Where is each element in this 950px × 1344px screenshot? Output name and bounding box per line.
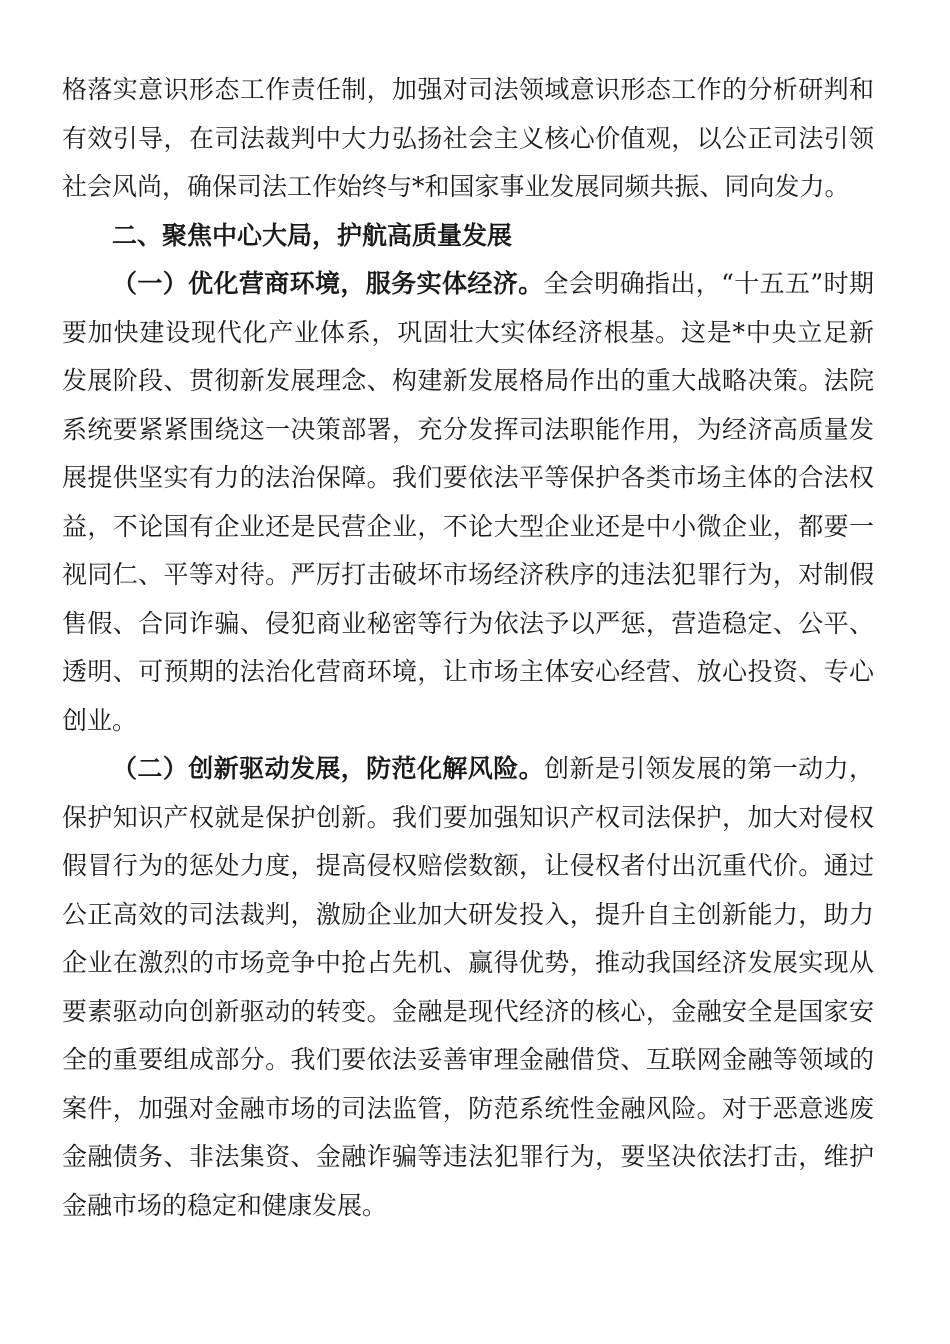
subsection-body-1: 全会明确指出，“十五五”时期要加快建设现代化产业体系，巩固壮大实体经济根基。这是*中央立足新发展阶段、贯彻新发展理念、构建新发展格局作出的重大战略决策。法院系统要紧紧围绕这一决策部署，充分发挥司法职能作用，为经济高质量发展提供坚实有力的法治保障。我们要依法平等保护各类市场主体的合法权益，不论国有企业还是民营企业，不论大型企业还是中小微企业，都要一视同仁、平等对待。严厉打击破坏市场经济秩序的违法犯罪行为，对制假售假、合同诈骗、侵犯商业秘密等行为依法予以严惩，营造稳定、公平、透明、可预期的法治化营商环境，让市场主体安心经营、放心投资、专心创业。 [62, 269, 874, 735]
document-page [62, 66, 874, 1230]
section-heading: 二、聚焦中心大局，护航高质量发展 [112, 220, 513, 250]
subsection-body-2: 创新是引领发展的第一动力，保护知识产权就是保护创新。我们要加强知识产权司法保护，加大对侵权假冒行为的惩处力度，提高侵权赔偿数额，让侵权者付出沉重代价。通过公正高效的司法裁判，激励企业加大研发投入，提升自主创新能力，助力企业在激烈的市场竞争中抢占先机、赢得优势，推动我国经济发展实现从要素驱动向创新驱动的转变。金融是现代经济的核心，金融安全是国家安全的重要组成部分。我们要依法妥善审理金融借贷、互联网金融等领域的案件，加强对金融市场的司法监管，防范系统性金融风险。对于恶意逃废金融债务、非法集资、金融诈骗等违法犯罪行为，要坚决依法打击，维护金融市场的稳定和健康发展。 [62, 754, 874, 1220]
subsection-lead-2: （二）创新驱动发展，防范化解风险。 [112, 754, 545, 783]
continuation-paragraph: 格落实意识形态工作责任制，加强对司法领域意识形态工作的分析研判和有效引导，在司法裁判中大力弘扬社会主义核心价值观，以公正司法引领社会风尚，确保司法工作始终与*和国家事业发展同频共振、同向发力。 [62, 75, 874, 201]
subsection-lead-1: （一）优化营商环境，服务实体经济。 [112, 269, 544, 298]
subsection-paragraph-1 [62, 260, 874, 745]
subsection-paragraph-2 [62, 745, 874, 1230]
